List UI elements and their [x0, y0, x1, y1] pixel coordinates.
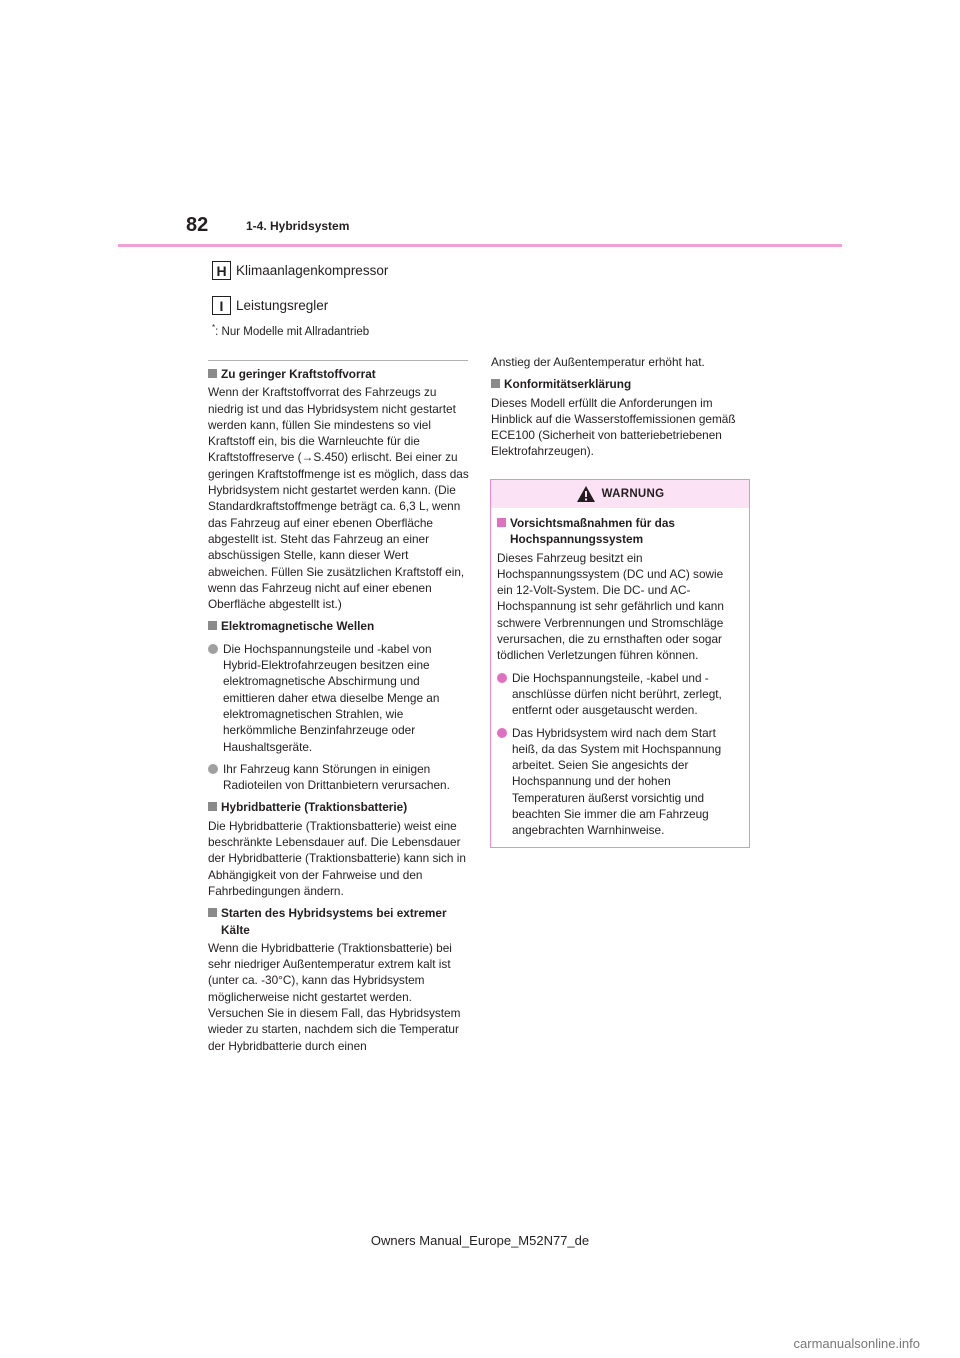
watermark: carmanualsonline.info — [793, 1336, 920, 1351]
heading-text: Zu geringer Kraftstoffvorrat — [221, 367, 376, 381]
square-bullet-icon — [497, 518, 506, 527]
list-item-text: Ihr Fahrzeug kann Störungen in einigen Radioteilen von Drittanbietern verursachen. — [223, 761, 450, 793]
list-item-text: Die Hochspannungsteile, -kabel und -anschlüsse dürfen nicht berührt, zerlegt, entfernt oder ausgetauscht werden. — [512, 670, 722, 718]
page-number: 82 — [186, 214, 209, 236]
section-heading — [491, 376, 753, 392]
legend-item-h — [212, 261, 388, 280]
paragraph: Die Hybridbatterie (Traktionsbatterie) weist eine beschränkte Lebensdauer auf. Die Lebensdauer der Hybridbatterie (Traktionsbatterie) kann sich in Abhängigkeit von der Fahrweise und den Fahrbedingungen ändern. — [208, 818, 466, 898]
legend-key: H — [212, 261, 231, 280]
section-heading — [208, 366, 470, 382]
warning-box — [490, 479, 750, 848]
document-footer: Owners Manual_Europe_M52N77_de — [370, 1233, 590, 1248]
heading-text: Hybridbatterie (Traktionsbatterie) — [221, 800, 408, 815]
legend-key: I — [212, 296, 231, 315]
section-heading — [208, 618, 470, 634]
list-item-text: Die Hochspannungsteile und -kabel von Hybrid-Elektrofahrzeugen besitzen eine elektromagnetische Abschirmung und emittieren daher etwa dieselbe Menge an elektromagnetischen Strahlen, wie herkömmliche Benzinfahrzeuge oder Haushaltsgeräte. — [223, 641, 440, 754]
section-heading — [208, 799, 470, 815]
square-bullet-icon — [208, 621, 217, 630]
warning-heading — [497, 515, 739, 548]
right-column — [491, 352, 753, 460]
warning-body — [491, 508, 749, 839]
paragraph: Dieses Modell erfüllt die Anforderungen im Hinblick auf die Wasserstoffemissionen gemäß ECE100 (Sicherheit von batteriebetriebenen Elektrofahrzeugen). — [491, 395, 736, 459]
round-bullet-icon — [497, 728, 507, 738]
heading-text: Elektromagnetische Wellen — [221, 619, 375, 634]
footnote-marker: * — [212, 323, 216, 332]
list-item — [497, 670, 739, 719]
square-bullet-icon — [208, 802, 217, 811]
round-bullet-icon — [497, 673, 507, 683]
warning-triangle-icon — [576, 485, 596, 503]
heading-text: Konformitätserklärung — [504, 377, 632, 392]
list-item — [208, 761, 470, 794]
list-item-text: Das Hybridsystem wird nach dem Start heiß, da das System mit Hochspannung arbeitet. Seien Sie angesichts der Hochspannung und der hohen Temperaturen äußerst vorsichtig und beachten Sie immer die am Fahrzeug angebrachten Warnhinweise. — [512, 725, 722, 838]
left-column — [208, 366, 470, 1054]
footnote-text: : Nur Modelle mit Allradantrieb — [215, 325, 370, 338]
list-item — [497, 725, 739, 839]
round-bullet-icon — [208, 644, 218, 654]
heading-text: Starten des Hybridsystems bei extremer Kälte — [221, 906, 447, 937]
square-bullet-icon — [208, 908, 217, 917]
paragraph-continued: Anstieg der Außentemperatur erhöht hat. — [491, 355, 705, 369]
heading-text: Vorsichtsmaßnahmen für das Hochspannungssystem — [510, 516, 675, 547]
legend-label: Leistungsregler — [236, 298, 329, 313]
paragraph: Dieses Fahrzeug besitzt ein Hochspannungssystem (DC und AC) sowie ein 12-Volt-System. Die DC- und AC-Hochspannung ist sehr gefährlich und kann schwere Verbrennungen und Stromschläge verursachen, die zu ernsthaften oder sogar tödlichen Verletzungen führen können. — [497, 550, 724, 663]
section-title: 1-4. Hybridsystem — [246, 219, 350, 233]
footnote — [212, 323, 369, 338]
legend-label: Klimaanlagenkompressor — [236, 263, 389, 278]
square-bullet-icon — [208, 369, 217, 378]
header-divider — [118, 244, 842, 247]
paragraph: Wenn der Kraftstoffvorrat des Fahrzeugs zu niedrig ist und das Hybridsystem nicht gestartet werden kann, füllen Sie mindestens so viel Kraftstoff ein, bis die Warnleuchte für die Kraftstoffreserve (→S.450) erlischt. Bei einer zu geringen Kraftstoffmenge ist es möglich, dass das Hybridsystem nicht gestartet werden kann. (Die Standardkraftstoffmenge beträgt ca. 6,3 L, wenn das Fahrzeug auf einer ebenen Oberfläche abgestellt ist. Steht das Fahrzeug an einer abschüssigen Stelle, kann dieser Wert abweichen. Füllen Sie zusätzlichen Kraftstoff ein, wenn das Fahrzeug nicht auf einer ebenen Oberfläche abgestellt ist.) — [208, 385, 469, 612]
legend-item-i — [212, 296, 328, 315]
paragraph: Wenn die Hybridbatterie (Traktionsbatterie) bei sehr niedriger Außentemperatur extrem kalt ist (unter ca. -30°C), kann das Hybridsystem möglicherweise nicht gestartet werden. Versuchen Sie in diesem Fall, das Hybridsystem wieder zu starten, nachdem sich die Temperatur der Hybridbatterie durch einen — [208, 940, 461, 1053]
square-bullet-icon — [491, 379, 500, 388]
warning-title: WARNUNG — [601, 488, 665, 500]
warning-header — [491, 480, 749, 508]
list-item — [208, 641, 470, 755]
round-bullet-icon — [208, 764, 218, 774]
column-divider — [208, 360, 468, 361]
section-heading — [208, 905, 470, 938]
